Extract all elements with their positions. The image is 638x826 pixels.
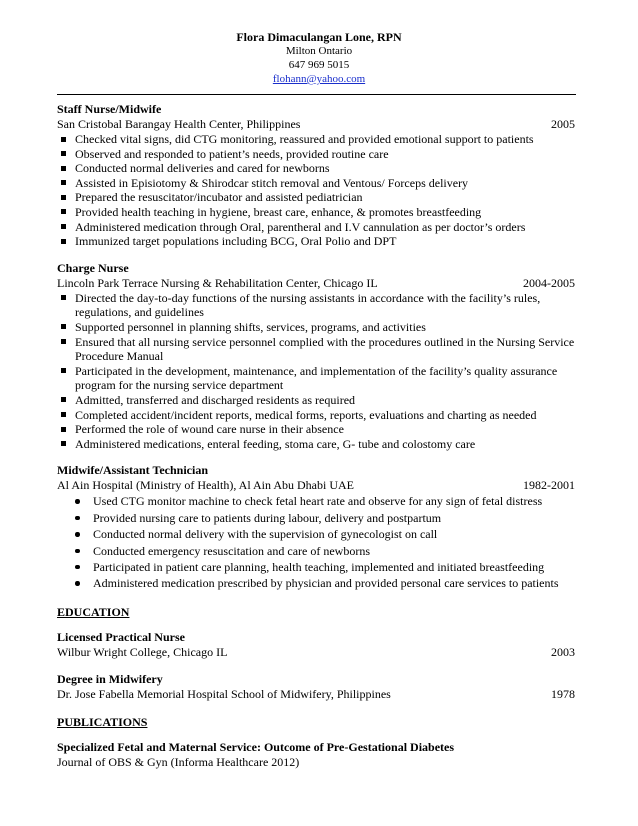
list-item: Admitted, transferred and discharged residents as required [57,393,577,408]
job-org: Lincoln Park Terrace Nursing & Rehabilitation Center, Chicago IL [57,275,378,290]
list-item: Supported personnel in planning shifts, services, programs, and activities [57,320,577,335]
job-org-row [57,276,577,291]
publication-journal: Journal of OBS & Gyn (Informa Healthcare 2012) [57,754,300,769]
list-item: Checked vital signs, did CTG monitoring, reassured and provided emotional support to patients [57,132,577,147]
header-divider [57,94,576,95]
education-heading: EDUCATION [57,604,130,619]
list-item: Observed and responded to patient’s needs, provided routine care [57,147,577,162]
job-dates: 2004-2005 [523,275,575,290]
list-item: Administered medications, enteral feeding, stoma care, G- tube and colostomy care [57,437,577,452]
list-item: Completed accident/incident reports, medical forms, reports, evaluations and charting as needed [57,408,577,423]
education-section [57,604,577,702]
job-dates: 2005 [551,117,575,131]
education-school-row [57,687,577,702]
candidate-name: Flora Dimaculangan Lone, RPN [236,30,402,44]
list-item: Conducted emergency resuscitation and care of newborns [57,543,577,559]
education-school: Wilbur Wright College, Chicago IL [57,644,228,659]
publication-title: Specialized Fetal and Maternal Service: Outcome of Pre-Gestational Diabetes [57,739,455,754]
education-degree: Degree in Midwifery [57,671,163,686]
job-title: Midwife/Assistant Technician [57,463,209,478]
job-duties-list [57,291,577,452]
list-item: Conducted normal delivery with the supervision of gynecologist on call [57,526,577,542]
education-school-row [57,645,577,660]
job-duties-list [57,493,577,591]
list-item: Immunized target populations including BCG, Oral Polio and DPT [57,234,577,249]
list-item: Directed the day-to-day functions of the nursing assistants in accordance with the facility’s rules, regulations, and guidelines [57,291,577,320]
education-degree: Licensed Practical Nurse [57,629,185,644]
education-school: Dr. Jose Fabella Memorial Hospital School of Midwifery, Philippines [57,686,391,701]
candidate-email-link[interactable]: flohann@yahoo.com [272,73,366,85]
list-item: Used CTG monitor machine to check fetal heart rate and observe for any sign of fetal distress [57,493,577,509]
list-item: Participated in the development, maintenance, and implementation of the facility’s quality assurance program for the nursing service department [57,364,577,393]
job-title: Staff Nurse/Midwife [57,102,162,116]
candidate-city: Milton Ontario [285,45,353,57]
job-org: San Cristobal Barangay Health Center, Philippines [57,117,301,131]
publications-heading: PUBLICATIONS [57,714,148,729]
education-year: 1978 [551,686,575,701]
job-midwife-technician [57,463,577,591]
list-item: Conducted normal deliveries and cared for newborns [57,161,577,176]
education-year: 2003 [551,644,575,659]
job-charge-nurse [57,261,577,452]
list-item: Ensured that all nursing service personnel complied with the procedures outlined in the Nursing Service Procedure Manual [57,335,577,364]
job-title: Charge Nurse [57,260,129,275]
job-org-row [57,478,577,493]
job-staff-nurse [57,102,577,249]
job-duties-list [57,132,577,249]
list-item: Provided health teaching in hygiene, breast care, enhance, & promotes breastfeeding [57,205,577,220]
list-item: Prepared the resuscitator/incubator and assisted pediatrician [57,190,577,205]
resume-header [0,30,638,86]
list-item: Administered medication prescribed by physician and provided personal care services to patients [57,575,577,591]
publications-section [57,714,577,770]
list-item: Assisted in Episiotomy & Shirodcar stitch removal and Ventous/ Forceps delivery [57,176,577,191]
resume-body [57,102,577,770]
job-org-row [57,117,577,132]
job-dates: 1982-2001 [523,478,575,493]
list-item: Provided nursing care to patients during labour, delivery and postpartum [57,510,577,526]
list-item: Performed the role of wound care nurse in their absence [57,422,577,437]
candidate-phone: 647 969 5015 [288,59,350,71]
list-item: Administered medication through Oral, parentheral and I.V cannulation as per doctor’s orders [57,220,577,235]
job-org: Al Ain Hospital (Ministry of Health), Al Ain Abu Dhabi UAE [57,478,354,493]
list-item: Participated in patient care planning, health teaching, implemented and initiated breastfeeding [57,559,577,575]
